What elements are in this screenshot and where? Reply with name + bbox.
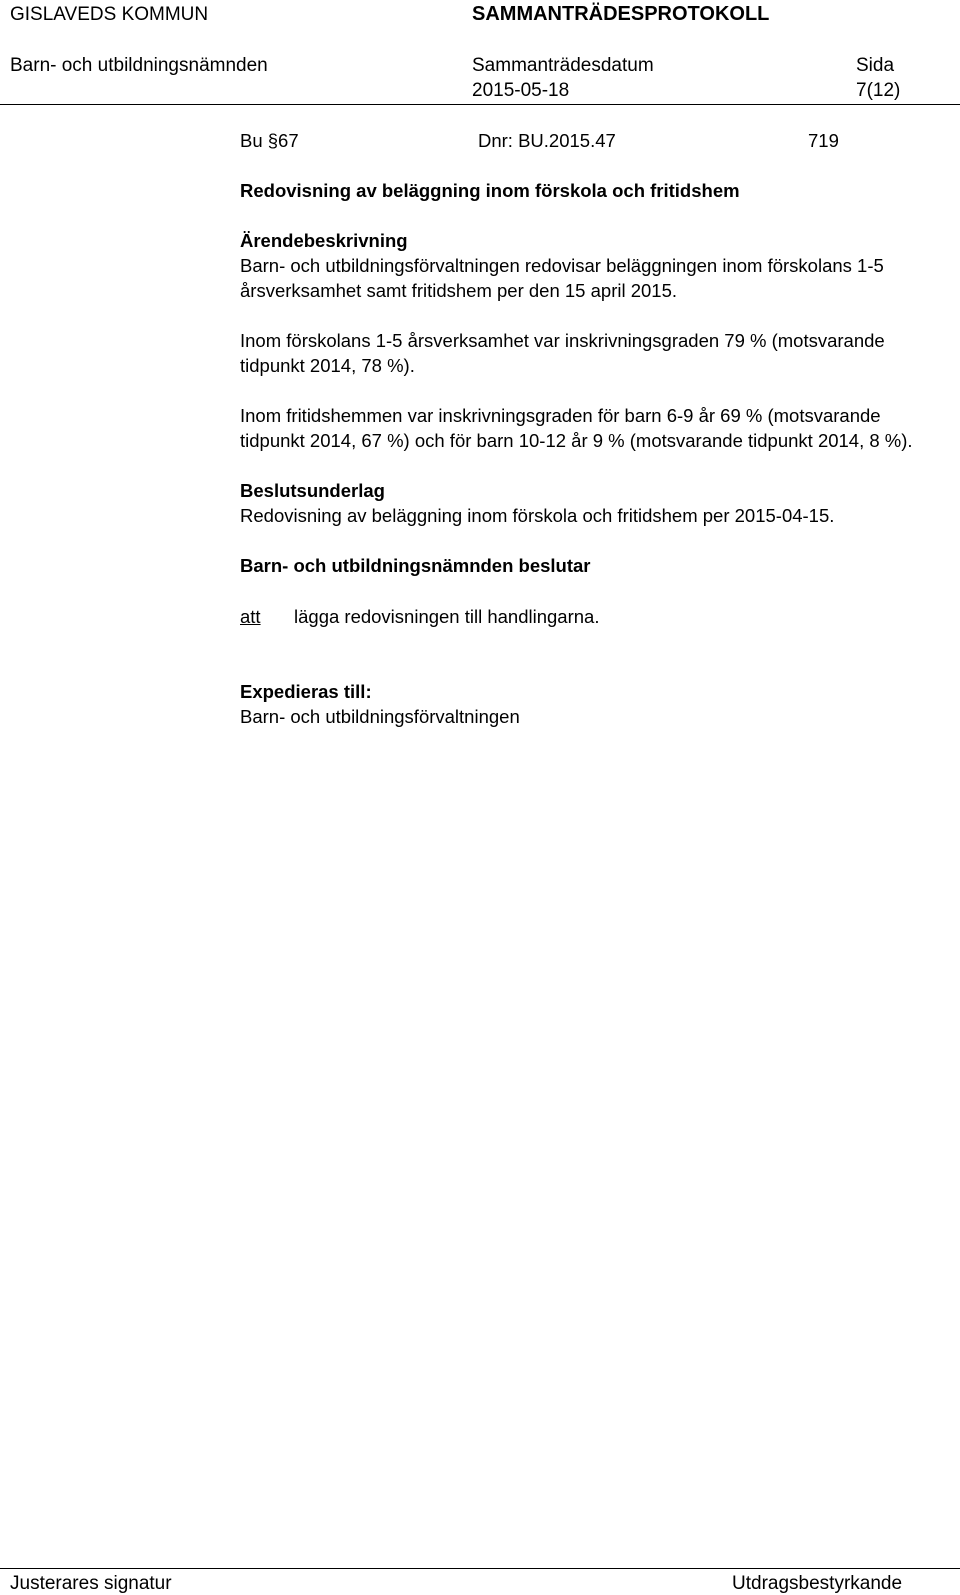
footer-signature-label: Justerares signatur [10, 1573, 172, 1594]
arende-heading: Ärendebeskrivning [240, 230, 408, 251]
case-line [240, 128, 940, 153]
footer-certification-label: Utdragsbestyrkande [732, 1573, 903, 1594]
decision-line [240, 604, 940, 629]
footer-rule [0, 1568, 960, 1569]
protocol-body [240, 128, 940, 729]
underlag-heading: Beslutsunderlag [240, 480, 385, 501]
decision-text: lägga redovisningen till handlingarna. [294, 606, 600, 627]
meeting-date-value: 2015-05-18 [472, 80, 570, 101]
beslut-heading: Barn- och utbildningsnämnden beslutar [240, 555, 591, 576]
expedieras-heading: Expedieras till: [240, 681, 372, 702]
arende-paragraph-1: Barn- och utbildningsförvaltningen redovisar beläggningen inom förskolans 1-5 årsverksamhet samt fritidshem per den 15 april 2015. [240, 255, 884, 301]
page-value: 7(12) [856, 80, 901, 101]
meeting-date-label: Sammanträdesdatum [472, 55, 654, 76]
page-label: Sida [856, 55, 895, 76]
underlag-text: Redovisning av beläggning inom förskola och fritidshem per 2015-04-15. [240, 505, 835, 526]
committee-name: Barn- och utbildningsnämnden [10, 55, 268, 76]
case-paragraph: Bu §67 [240, 130, 299, 151]
case-dnr: Dnr: BU.2015.47 [478, 130, 616, 151]
case-number: 719 [808, 130, 839, 151]
decision-att: att [240, 606, 261, 627]
document-type: SAMMANTRÄDESPROTOKOLL [472, 3, 770, 25]
arende-paragraph-2: Inom förskolans 1-5 årsverksamhet var inskrivningsgraden 79 % (motsvarande tidpunkt 2014, 78 %). [240, 330, 885, 376]
header-rule [0, 104, 960, 105]
org-name: GISLAVEDS KOMMUN [10, 4, 209, 25]
item-title: Redovisning av beläggning inom förskola och fritidshem [240, 180, 740, 201]
expedieras-recipient: Barn- och utbildningsförvaltningen [240, 706, 520, 727]
arende-paragraph-3: Inom fritidshemmen var inskrivningsgraden för barn 6-9 år 69 % (motsvarande tidpunkt 2014, 67 %) och för barn 10-12 år 9 % (motsvarande tidpunkt 2014, 8 %). [240, 405, 913, 451]
